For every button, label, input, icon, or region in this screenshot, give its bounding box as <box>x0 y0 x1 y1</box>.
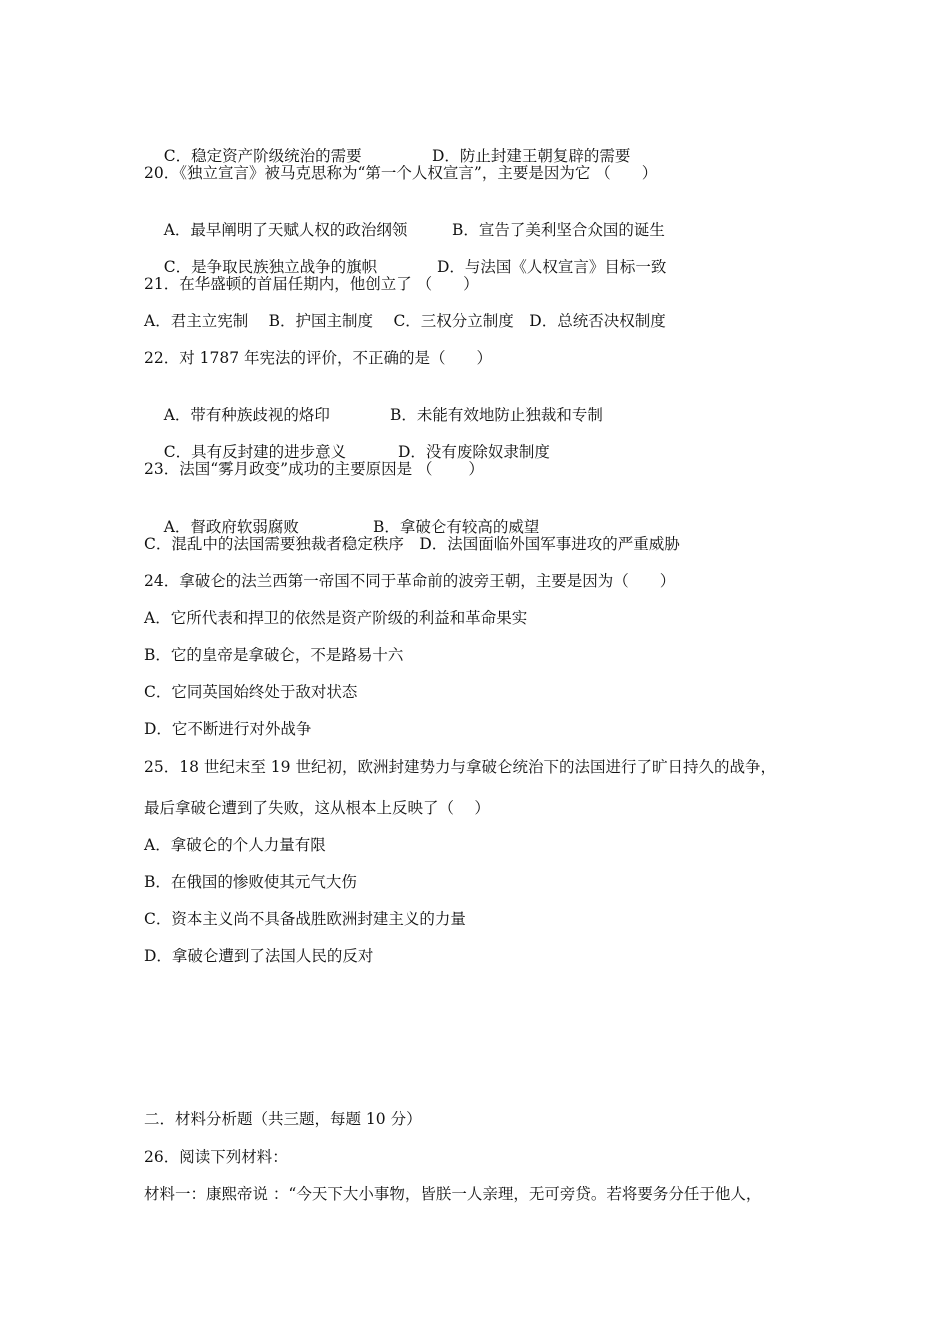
option-c: C．是争取民族独立战争的旗帜 <box>163 258 378 276</box>
q24-option-d: D．它不断进行对外战争 <box>144 720 312 738</box>
option-a: A．督政府软弱腐败 <box>163 518 299 536</box>
option-a: A．带有种族歧视的烙印 <box>163 406 330 424</box>
q25-option-a: A．拿破仑的个人力量有限 <box>144 836 326 854</box>
q25-option-b: B．在俄国的惨败使其元气大伤 <box>144 873 357 891</box>
q25-option-d: D．拿破仑遭到了法国人民的反对 <box>144 947 374 965</box>
question-21: 21．在华盛顿的首届任期内，他创立了 （ ） <box>144 275 479 293</box>
option-c: C．具有反封建的进步意义 <box>163 443 347 461</box>
section-heading: 二．材料分析题（共三题，每题 10 分） <box>144 1110 422 1128</box>
question-26: 26．阅读下列材料： <box>144 1148 288 1166</box>
option-d: D．防止封建王朝复辟的需要 <box>432 147 631 165</box>
option-d: D．没有废除奴隶制度 <box>398 443 550 461</box>
option-d: D．与法国《人权宣言》目标一致 <box>437 258 667 276</box>
option-b: B．宣告了美利坚合众国的诞生 <box>452 221 665 239</box>
option-c: C．稳定资产阶级统治的需要 <box>163 147 362 165</box>
q24-option-b: B．它的皇帝是拿破仑，不是路易十六 <box>144 646 404 664</box>
option-a: A．最早阐明了天赋人权的政治纲领 <box>163 221 408 239</box>
question-22: 22．对 1787 年宪法的评价，不正确的是（ ） <box>144 349 493 367</box>
option-b: B．拿破仑有较高的威望 <box>373 518 540 536</box>
q23-options-cd: C．混乱中的法国需要独裁者稳定秩序 D．法国面临外国军事进攻的严重威胁 <box>144 535 680 553</box>
q24-option-a: A．它所代表和捍卫的依然是资产阶级的利益和革命果实 <box>144 609 528 627</box>
q21-options: A．君主立宪制 B．护国主制度 C．三权分立制度 D．总统否决权制度 <box>144 312 666 330</box>
q24-option-c: C．它同英国始终处于敌对状态 <box>144 683 358 701</box>
material-1: 材料一：康熙帝说 ：“今天下大小事物，皆朕一人亲理，无可旁贷。若将要务分任于他人， <box>144 1185 762 1203</box>
question-20: 20．《独立宣言》被马克思称为“第一个人权宣言”，主要是因为它 （ ） <box>144 164 658 182</box>
question-24: 24．拿破仑的法兰西第一帝国不同于革命前的波旁王朝，主要是因为（ ） <box>144 572 676 590</box>
question-23: 23．法国“雾月政变”成功的主要原因是 （ ） <box>144 460 484 478</box>
question-25-line-1: 25．18 世纪末至 19 世纪初，欧洲封建势力与拿破仑统治下的法国进行了旷日持久的战争， <box>144 758 776 776</box>
question-25-line-2: 最后拿破仑遭到了失败，这从根本上反映了（ ） <box>144 799 490 817</box>
q25-option-c: C．资本主义尚不具备战胜欧洲封建主义的力量 <box>144 910 466 928</box>
option-b: B．未能有效地防止独裁和专制 <box>390 406 603 424</box>
